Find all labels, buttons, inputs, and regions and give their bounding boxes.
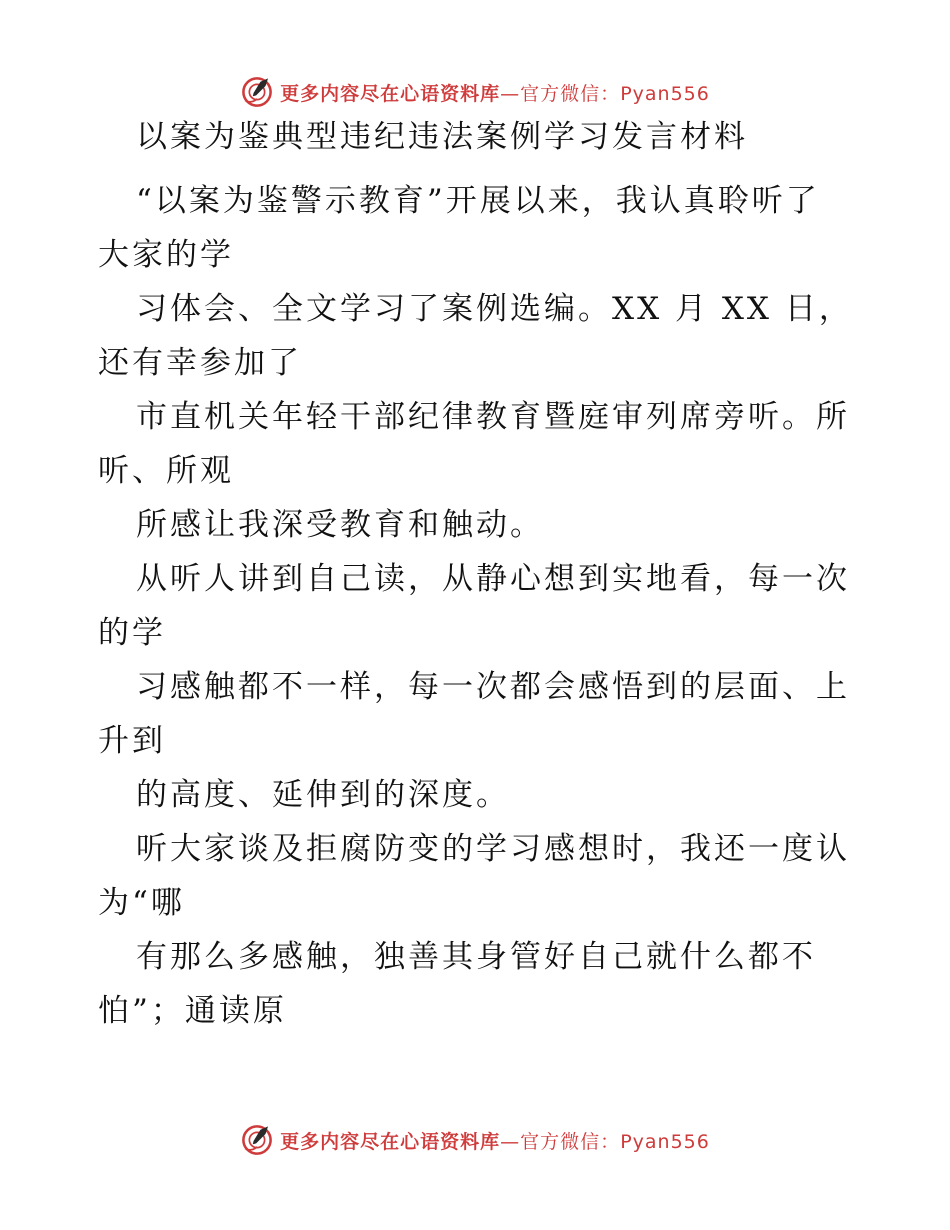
- text-line: 从听人讲到自己读，从静心想到实地看，每一次: [136, 561, 850, 597]
- watermark-id: Pyan556: [620, 82, 710, 105]
- text-line: 市直机关年轻干部纪律教育暨庭审列席旁听。所: [136, 399, 850, 435]
- watermark-separator: —官方微信：: [500, 82, 621, 105]
- watermark-text: [280, 1127, 710, 1154]
- text-line: 所感让我深受教育和触动。: [136, 507, 544, 543]
- text-line: 为“哪: [98, 885, 185, 921]
- text-line: 大家的学: [98, 237, 234, 273]
- text-line: 升到: [98, 723, 166, 759]
- text-line: 习体会、全文学习了案例选编。XX 月 XX 日，: [136, 291, 853, 327]
- text-line: 听、所观: [98, 453, 234, 489]
- text-line: 听大家谈及拒腐防变的学习感想时，我还一度认: [136, 831, 850, 867]
- text-line: 怕”；通读原: [98, 993, 287, 1029]
- watermark-text: [280, 79, 710, 106]
- document-body: [98, 120, 858, 1048]
- watermark-id: Pyan556: [620, 1130, 710, 1153]
- pen-logo-icon: [240, 1123, 274, 1157]
- text-line: 的学: [98, 615, 166, 651]
- text-line: “以案为鉴警示教育”开展以来，我认真聆听了: [136, 183, 820, 219]
- watermark-header: [0, 72, 950, 112]
- watermark-footer: [0, 1120, 950, 1160]
- pen-logo-icon: [240, 75, 274, 109]
- watermark-main: 更多内容尽在心语资料库: [280, 82, 501, 105]
- text-line: 有那么多感触，独善其身管好自己就什么都不: [136, 939, 816, 975]
- document-title: 以案为鉴典型违纪违法案例学习发言材料: [136, 119, 748, 155]
- text-line: 的高度、延伸到的深度。: [136, 777, 510, 813]
- watermark-main: 更多内容尽在心语资料库: [280, 1130, 501, 1153]
- watermark-separator: —官方微信：: [500, 1130, 621, 1153]
- text-line: 还有幸参加了: [98, 345, 302, 381]
- text-line: 习感触都不一样，每一次都会感悟到的层面、上: [136, 669, 850, 705]
